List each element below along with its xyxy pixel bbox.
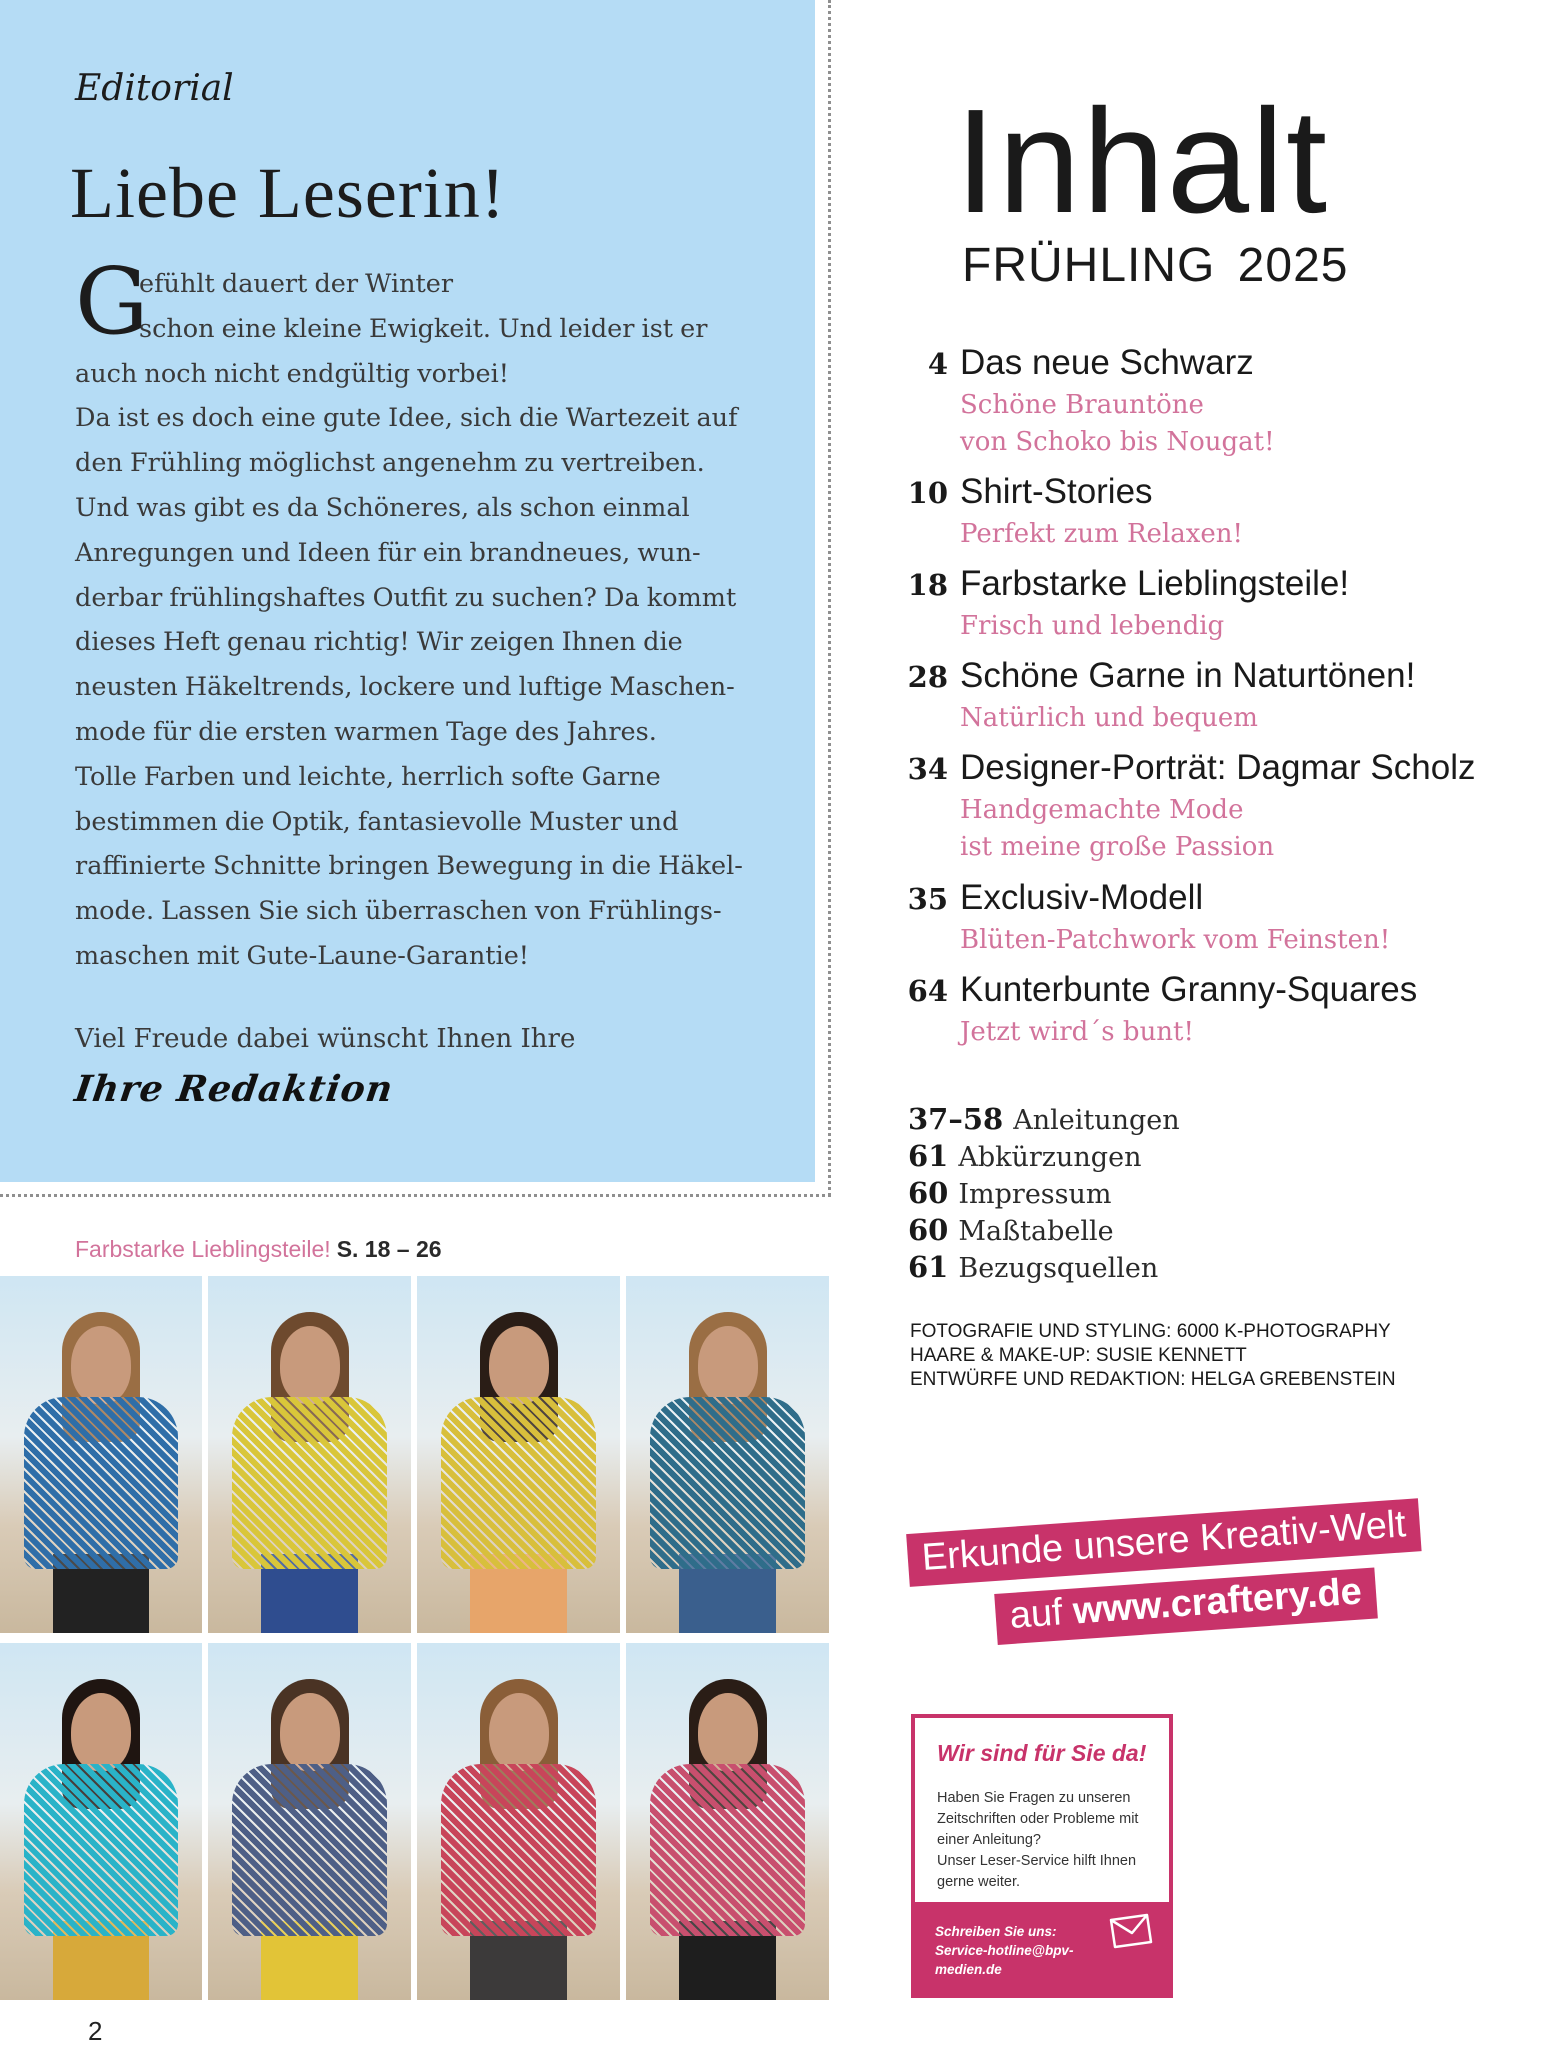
closing-line: Viel Freude dabei wünscht Ihnen Ihre	[75, 1024, 576, 1054]
crochet-garment	[232, 1397, 386, 1568]
body-line: efühlt dauert der Winter	[139, 269, 454, 299]
toc-entry-subtitle: Handgemachte Mode	[960, 795, 1244, 825]
toc-entry-subtitle: Blüten-Patchwork vom Feinsten!	[960, 925, 1391, 955]
editorial-body	[75, 262, 795, 979]
model-turquoise-cardigan-photo	[0, 1643, 202, 2000]
toc-page-number: 18	[907, 568, 948, 602]
service-body-line: gerne weiter.	[937, 1874, 1021, 1890]
toc-page-number: 64	[907, 974, 948, 1008]
caption-text: Farbstarke Lieblingsteile!	[75, 1236, 331, 1262]
service-body-line: Zeitschriften oder Probleme mit	[937, 1811, 1139, 1827]
toc-entry-title: Shirt-Stories	[960, 472, 1153, 511]
model-yellow-wrap-photo	[208, 1276, 411, 1633]
toc-entry-subtitle: Perfekt zum Relaxen!	[960, 519, 1244, 549]
toc-entry-title: Designer-Porträt: Dagmar Scholz	[960, 748, 1476, 787]
craftery-banner[interactable]	[908, 1503, 1468, 1637]
toc-title: Inhalt	[955, 79, 1330, 244]
photo-caption	[75, 1236, 442, 1263]
toc-misc-number: 60	[908, 1176, 949, 1210]
toc-misc-label: Impressum	[958, 1179, 1112, 1210]
toc-entry-subtitle: von Schoko bis Nougat!	[960, 427, 1275, 457]
face	[489, 1693, 549, 1771]
toc-misc-number: 60	[908, 1213, 949, 1247]
toc-misc-label: Bezugsquellen	[958, 1253, 1159, 1284]
toc-entry-title: Exclusiv-Modell	[960, 878, 1204, 917]
toc-entry-title: Das neue Schwarz	[960, 343, 1254, 382]
signature: Ihre Redaktion	[72, 1068, 397, 1110]
crochet-garment	[24, 1764, 178, 1935]
toc-misc-item[interactable]	[908, 1102, 1180, 1136]
body-line: mode für die ersten warmen Tage des Jahres.	[75, 716, 657, 747]
model-teal-striped-sweater-photo	[626, 1276, 829, 1633]
credit-line: ENTWÜRFE UND REDAKTION: HELGA GREBENSTEIN	[910, 1369, 1396, 1390]
toc-misc-number: 61	[908, 1139, 949, 1173]
editorial-headline: Liebe Leserin!	[70, 153, 506, 233]
crochet-garment	[24, 1397, 178, 1568]
body-line: Tolle Farben und leichte, herrlich softe Garne	[75, 761, 661, 792]
model-rainbow-sweater-photo	[417, 1643, 620, 2000]
caption-pages: S. 18 – 26	[336, 1236, 442, 1262]
body-line: Da ist es doch eine gute Idee, sich die Wartezeit auf	[75, 403, 738, 434]
toc-misc-item[interactable]	[908, 1176, 1112, 1210]
toc-entry-title: Schöne Garne in Naturtönen!	[960, 656, 1416, 695]
toc-misc-label: Abkürzungen	[958, 1142, 1142, 1173]
toc-page-number: 34	[907, 752, 948, 786]
body-line: bestimmen die Optik, fantasievolle Muster und	[75, 806, 679, 837]
service-body-line: Unser Leser-Service hilft Ihnen	[937, 1853, 1137, 1869]
body-line: neusten Häkeltrends, lockere und luftige Maschen-	[75, 672, 735, 703]
crochet-garment	[232, 1764, 386, 1935]
toc-entry-subtitle: Natürlich und bequem	[960, 703, 1258, 733]
credit-line: FOTOGRAFIE UND STYLING: 6000 K-PHOTOGRAPHY	[910, 1321, 1391, 1342]
service-box	[911, 1714, 1173, 1998]
body-line: schon eine kleine Ewigkeit. Und leider ist er	[139, 313, 708, 344]
toc-entry-subtitle: Jetzt wird´s bunt!	[960, 1017, 1194, 1047]
contact-line: Schreiben Sie uns:	[935, 1924, 1057, 1939]
toc-page-number: 28	[907, 660, 948, 694]
banner-prefix: auf	[1008, 1591, 1064, 1637]
crochet-garment	[441, 1397, 595, 1568]
model-multicolor-jacket-photo	[626, 1643, 829, 2000]
crochet-garment	[650, 1397, 804, 1568]
toc-entry-subtitle: Schöne Brauntöne	[960, 390, 1204, 420]
drop-cap: G	[75, 248, 149, 355]
service-footer	[915, 1902, 1169, 1994]
toc-misc-number: 37–58	[908, 1102, 1004, 1136]
body-line: maschen mit Gute-Laune-Garantie!	[75, 940, 530, 971]
toc-misc-item[interactable]	[908, 1139, 1141, 1173]
face	[280, 1326, 340, 1404]
model-blue-sweater-photo	[0, 1276, 202, 1633]
horizontal-divider	[0, 1194, 831, 1197]
section-label: Editorial	[75, 68, 234, 109]
face	[698, 1693, 758, 1771]
service-contact[interactable]	[935, 1922, 1073, 1979]
body-line: raffinierte Schnitte bringen Bewegung in die Häkel-	[75, 851, 743, 882]
toc-page-number: 10	[907, 476, 948, 510]
crochet-garment	[441, 1764, 595, 1935]
service-body	[937, 1788, 1167, 1893]
service-body-line: Haben Sie Fragen zu unseren	[937, 1790, 1131, 1806]
toc-entry-subtitle: Frisch und lebendig	[960, 611, 1225, 641]
envelope-icon	[1107, 1912, 1155, 1950]
body-line: auch noch nicht endgültig vorbei!	[75, 358, 509, 389]
face	[71, 1693, 131, 1771]
toc-misc-item[interactable]	[908, 1213, 1114, 1247]
toc-entry-subtitle: ist meine große Passion	[960, 832, 1275, 862]
credit-line: HAARE & MAKE-UP: SUSIE KENNETT	[910, 1345, 1247, 1366]
face	[280, 1693, 340, 1771]
credits	[910, 1320, 1396, 1392]
banner-url-link[interactable]: www.craftery.de	[1071, 1570, 1364, 1633]
crochet-garment	[650, 1764, 804, 1935]
toc-page-number: 4	[927, 347, 948, 381]
body-line: den Frühling möglichst angenehm zu vertreiben.	[75, 448, 705, 479]
service-body-line: einer Anleitung?	[937, 1832, 1041, 1848]
face	[698, 1326, 758, 1404]
toc-misc-item[interactable]	[908, 1250, 1158, 1284]
photo-grid	[0, 1276, 829, 2000]
model-yellow-cardigan-photo	[417, 1276, 620, 1633]
toc-misc-number: 61	[908, 1250, 949, 1284]
body-line: Anregungen und Ideen für ein brandneues, wun-	[75, 537, 701, 568]
banner-line-2	[994, 1568, 1377, 1645]
body-line: mode. Lassen Sie sich überraschen von Frühlings-	[75, 896, 722, 927]
banner-line-1: Erkunde unsere Kreativ-Welt	[906, 1498, 1422, 1587]
contact-email[interactable]: medien.de	[935, 1962, 1002, 1977]
toc-subtitle: FRÜHLING 2025	[962, 239, 1349, 292]
toc-misc-label: Maßtabelle	[958, 1216, 1114, 1247]
model-grey-cardigan-photo	[208, 1643, 411, 2000]
face	[489, 1326, 549, 1404]
body-line: dieses Heft genau richtig! Wir zeigen Ihnen die	[75, 627, 683, 658]
face	[71, 1326, 131, 1404]
toc-entry-title: Kunterbunte Granny-Squares	[960, 970, 1418, 1009]
toc-misc-label: Anleitungen	[1013, 1105, 1180, 1136]
body-line: derbar frühlingshaftes Outfit zu suchen? Da kommt	[75, 582, 737, 613]
body-line: Und was gibt es da Schöneres, als schon einmal	[75, 492, 690, 523]
toc-entry-title: Farbstarke Lieblingsteile!	[960, 564, 1350, 603]
contact-email[interactable]: Service-hotline@bpv-	[935, 1943, 1074, 1958]
service-title: Wir sind für Sie da!	[937, 1740, 1147, 1766]
page-number: 2	[88, 2016, 103, 2046]
toc-page-number: 35	[907, 882, 948, 916]
